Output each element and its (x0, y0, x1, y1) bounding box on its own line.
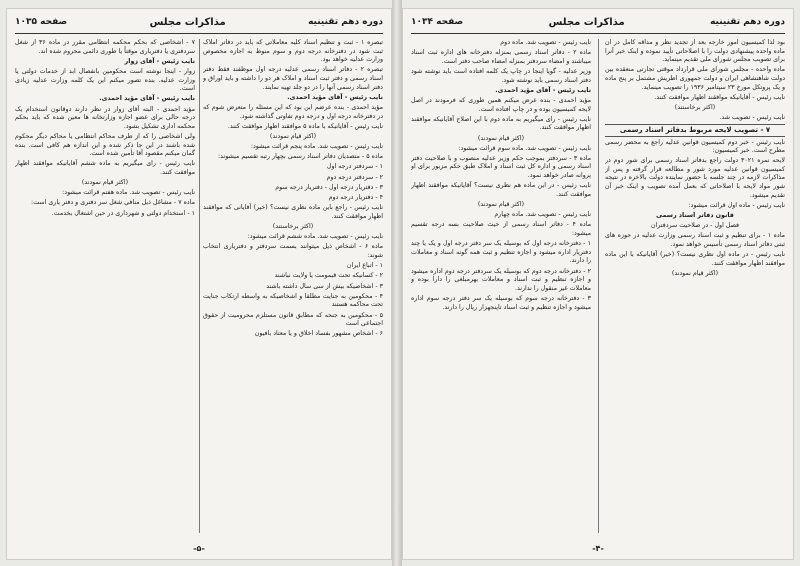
header-session: دوره دهم تقنینیه (710, 17, 785, 27)
paragraph: نایب رئیس - ماده اول قرائت میشود: (688, 201, 785, 209)
header-rule (411, 33, 785, 34)
column-left (15, 39, 195, 533)
book-gutter (392, 0, 402, 566)
header-title: مذاکرات مجلس (149, 16, 226, 28)
list-item: ۲ - سردفتر درجه دوم (326, 173, 383, 181)
column-left (411, 39, 591, 533)
speaker-line: نایب رئیس - آقای مؤید احمدی. (287, 93, 383, 101)
paragraph: نایب رئیس - رای میگیریم به ماده دوم با این اصلاح آقایانیکه موافقند اظهار موافقت کنند. (411, 115, 591, 132)
vote-note: (اکثر برخاستند) (674, 103, 716, 111)
paragraph: ماده ۷ - مشاغل ذیل منافی شغل سر دفتری و دفتر یاری است: (31, 199, 195, 207)
paragraph: نایب رئیس - تصویب شد. ماده چهارم (494, 211, 591, 219)
law-title: قانون دفاتر اسناد رسمی (656, 212, 734, 220)
speaker-line: نایب رئیس - آقای مؤید احمدی. (495, 86, 591, 94)
paragraph: نایب رئیس - تصویب شد. ماده دوم (500, 39, 591, 46)
paragraph: زوار - اینجا نوشته است محکومین بانفصال ابد از خدمات دولتی یا وزارت عدلیه. بنده تصور میکنم این یک کلمه وزارت عدلیه زیادی است. (15, 67, 195, 93)
list-item: ۱ - اتباع ایران (346, 262, 383, 270)
paragraph: نایب رئیس - در ماده اول نظری نیست؟ (خیر) آقایانیکه با این ماده موافقند اظهار موافقت کنند. (605, 251, 785, 267)
page-1034 (402, 8, 794, 560)
paragraph: ۷ - اشخاصی که بحکم محکمه انتظامی مقرر در ماده ۳۶ از شغل سردفتری یا دفتریاری موقتاً یا طوری دائمی محروم شده اند. (15, 39, 195, 55)
paragraph: ماده ۳ - سردفتر بموجب حکم وزیر عدلیه منصوب و با صلاحیت دفتر اسناد رسمی و اداره کل ثبت اسناد و املاک طبق حکم مزبور برای او پروانه صادر خواهد نمود. (411, 154, 591, 180)
paragraph: مؤید احمدی - البته آقای زوار در نظر دارند دوقانون استخدام یک درجه حالی برای عضو اجازه وزارتخانه ها معین شده که باید بحکم محکمه اداری تشکیل بشود. (15, 105, 195, 130)
column-right (605, 39, 785, 533)
column-divider (199, 39, 200, 533)
page-header (15, 13, 383, 31)
header-page-number: صفحه ۱۰۳۴ (411, 17, 464, 27)
list-item: ۶ - اشخاص مشهور بفساد اخلاق و یا معتاد بافیون (254, 330, 383, 338)
paragraph: مؤید احمدی - بنده عرض میکنم همین طوری که فرمودند در اصل لایحه کمیسیون بوده و در چاپ افتاده است. (411, 96, 591, 113)
paragraph: نایب رئیس - در این ماده هم نظری نیست؟ آقایانیکه موافقند اظهار موافقت کنند. (411, 182, 591, 198)
column-right (203, 39, 383, 533)
list-item: ۴ - دفتریار درجه دوم (328, 194, 383, 202)
list-item: ۳ - دفترخانه درجه سوم که بوسیله یک سر دفتر درجه سوم اداره میشود و اجازه تنظیم و ثبت اسناد تاپنجهزار ریال را دارند. (411, 294, 591, 311)
section-title: ۷ - تصویب لایحه مربوط بدفاتر اسناد رسمی (605, 124, 785, 137)
header-rule (15, 33, 383, 34)
vote-note: (اکثر برخاستند) (272, 223, 314, 230)
vote-note: (اکثر قیام نمودند) (81, 179, 129, 187)
header-page-number: صفحه ۱۰۳۵ (15, 17, 68, 27)
paragraph: نایب رئیس - تصویب شد. ماده پنجم قرائت میشود: (250, 143, 383, 151)
paragraph: نایب رئیس - راجع باین ماده نظری نیست؟ (خیر) آقایانی که موافقند اظهار موافقت کنند. (203, 204, 383, 220)
paragraph: ماده ۴ - دفاتر اسناد رسمی از حیث صلاحیت بسه درجه تقسیم میشود: (411, 221, 591, 237)
list-item: ۳ - دفتریار درجه اول - دفتریار درجه سوم (275, 183, 383, 191)
paragraph: نایب رئیس - خبر دوم کمیسیون قوانین عدلیه راجع به محضر رسمی مطرح است. خبر کمیسیون: (605, 138, 785, 155)
paragraph: تبصره ۱ - ثبت و تنظیم اسناد کلیه معاملاتی که باید در دفاتر املاک ثبت شود در دفترخانه درجه دوم و سوم منوط به اجازه مخصوص وزارت عدلیه خواهد بود. (203, 39, 383, 64)
paragraph: نایب رئیس - آقایانیکه موافقند اظهار موافقت کنند. (654, 93, 785, 101)
vote-note: (اکثر قیام نمودند) (671, 269, 719, 277)
page-1035 (6, 8, 392, 560)
list-item: ۱ - دفترخانه درجه اول که بوسیله یک سر دفتر درجه اول و یک یا چند دفتریار اداره میشود و اجازه تنظیم و ثبت همه گونه اسناد و معاملات را دارند. (411, 240, 591, 265)
paragraph: تبصره ۲ - دفاتر اسناد رسمی عدلیه درجه اول موظفند فقط دفتر اسناد رسمی و دفتر ثبت اسناد و املاک هر دو را داشته و باید اوراق و دفتر اسناد رسمی آنها را در دو جلد تهیه نمایند. (203, 66, 383, 91)
paragraph: ولی اشخاصی را که از طرف محاکم انتظامی یا محاکم دیگر محکوم شده باشند در این جا ذکر شده و این اندازه هم کافی است. بنده گمان میکنم مقصود آقا تأمین شده است. (15, 132, 195, 158)
paragraph: نایب رئیس - آقایانیکه با ماده ۵ موافقند اظهار موافقت کنند. (227, 122, 383, 130)
list-item: ۳ - اشخاصیکه بیش از سی سال داشته باشند (266, 282, 383, 290)
list-item: ۲ - کسانیکه تحت قیمومت یا ولایت نباشند (274, 272, 383, 280)
footer-page-number: -۴- (592, 544, 604, 553)
paragraph: ماده ۶ - اشخاص ذیل میتوانند بسمت سردفتر و دفتریاری انتخاب شوند: (203, 243, 383, 259)
paragraph: ماده واحده - مجلس شورای ملی قرارداد موقتی تجارتی منعقده بین دولت شاهنشاهی ایران و دولت جمهوری اطریش مشتمل بر پنج ماده و یک پروتکل مورخ ۲۳ سپتامبر ۱۹۳۶ را تصویب مینماید. (605, 66, 785, 91)
vote-note: (اکثر قیام نمودند) (477, 201, 525, 209)
page-header (411, 13, 785, 31)
list-item: ۱ - استخدام دولتی و شهرداری در حین اشتغال بخدمت. (51, 209, 195, 217)
paragraph: نایب رئیس - تصویب شد. ماده هفتم قرائت میشود: (62, 189, 195, 197)
list-item: ۲ - دفترخانه درجه دوم که بوسیله یک سردفتر درجه دوم اداره میشود و اجازه تنظیم و ثبت اسناد و معاملات بهرمبلغی را دارا بوده و معاملات غیر منقول را ندارند. (411, 267, 591, 292)
vote-note: (اکثر قیام نمودند) (269, 132, 317, 140)
paragraph: بود لذا کمیسیون امور خارجه بعد از تجدید نظر و مداقه کامل در آن ماده واحده پیشنهادی دولت را با اصلاحاتی تأیید نموده و اینک خبر آنرا برای تصویب مجلس شورای ملی تقدیم مینماید. (605, 39, 785, 64)
paragraph: ماده ۵ - متصدیان دفاتر اسناد رسمی بچهار رتبه تقسیم میشوند: (218, 153, 383, 161)
paragraph: لایحه نمره ۳۰۲۱ دولت راجع بدفاتر اسناد رسمی برای شور دوم در کمیسیون قوانین عدلیه مورد شور و مطالعه قرار گرفته و پس از مذاکرات لازمه در چند جلسه با حضور نماینده دولت بالاخره در نتیجه شور مواد لایحه با اصلاحاتی که بعمل آمده تصویب و اینک خبر آن تقدیم میشود. (605, 157, 785, 199)
paragraph: نایب رئیس - تصویب شد. (719, 114, 785, 122)
chapter-title: فصل اول - در صلاحیت سردفتران (650, 222, 740, 230)
column-divider (598, 39, 599, 533)
paragraph: نایب رئیس - رای میگیریم به ماده ششم آقایانیکه موافقند اظهار موافقت کنند. (15, 160, 195, 176)
list-item: ۴ - محکومین به جنایت مطلقا و اشخاصیکه به واسطه ارتکاب جنایت تحت محاکمه هستند (203, 292, 383, 309)
speaker-line: نایب رئیس - آقای زوار (124, 57, 195, 65)
speaker-line: نایب رئیس - آقای مؤید احمدی. (99, 95, 195, 103)
list-item: ۱ - سردفتر درجه اول (326, 163, 383, 171)
paragraph: نایب رئیس - تصویب شد. ماده سوم قرائت میشود: (458, 144, 591, 152)
footer-page-number: -۵- (193, 544, 205, 553)
paragraph: وزیر عدلیه - گویا اینجا در چاپ یک کلمه افتاده است باید نوشته شود دفتر اسناد رسمی باید نوشته شود. (411, 67, 591, 84)
header-session: دوره دهم تقنینیه (308, 17, 383, 27)
header-title: مذاکرات مجلس (548, 16, 625, 28)
paragraph: ماده ۲ - دفاتر اسناد رسمی بمنزله دفترخانه های اداره ثبت اسناد میباشند و امضاء سردفتر بمنزله امضاء صاحب دفتر است. (411, 49, 591, 65)
vote-note: (اکثر قیام نمودند) (477, 134, 525, 142)
list-item: ۵ - محکومین به جنحه که مطابق قانون مستلزم محرومیت از حقوق اجتماعی است (203, 311, 383, 328)
paragraph: نایب رئیس - تصویب شد. ماده ششم قرائت میشود: (247, 233, 383, 241)
paragraph: ماده ۱ - برای تنظیم و ثبت اسناد رسمی وزارت عدلیه در حوزه های ثبتی دفاتر اسناد رسمی تأسیس خواهد نمود. (605, 232, 785, 248)
paragraph: مؤید احمدی - بنده عرضم این بود که این مسئله را متعرض شوم که در دفترخانه درجه اول و درجه دوم تفاوتی گذاشته شود. (203, 103, 383, 120)
